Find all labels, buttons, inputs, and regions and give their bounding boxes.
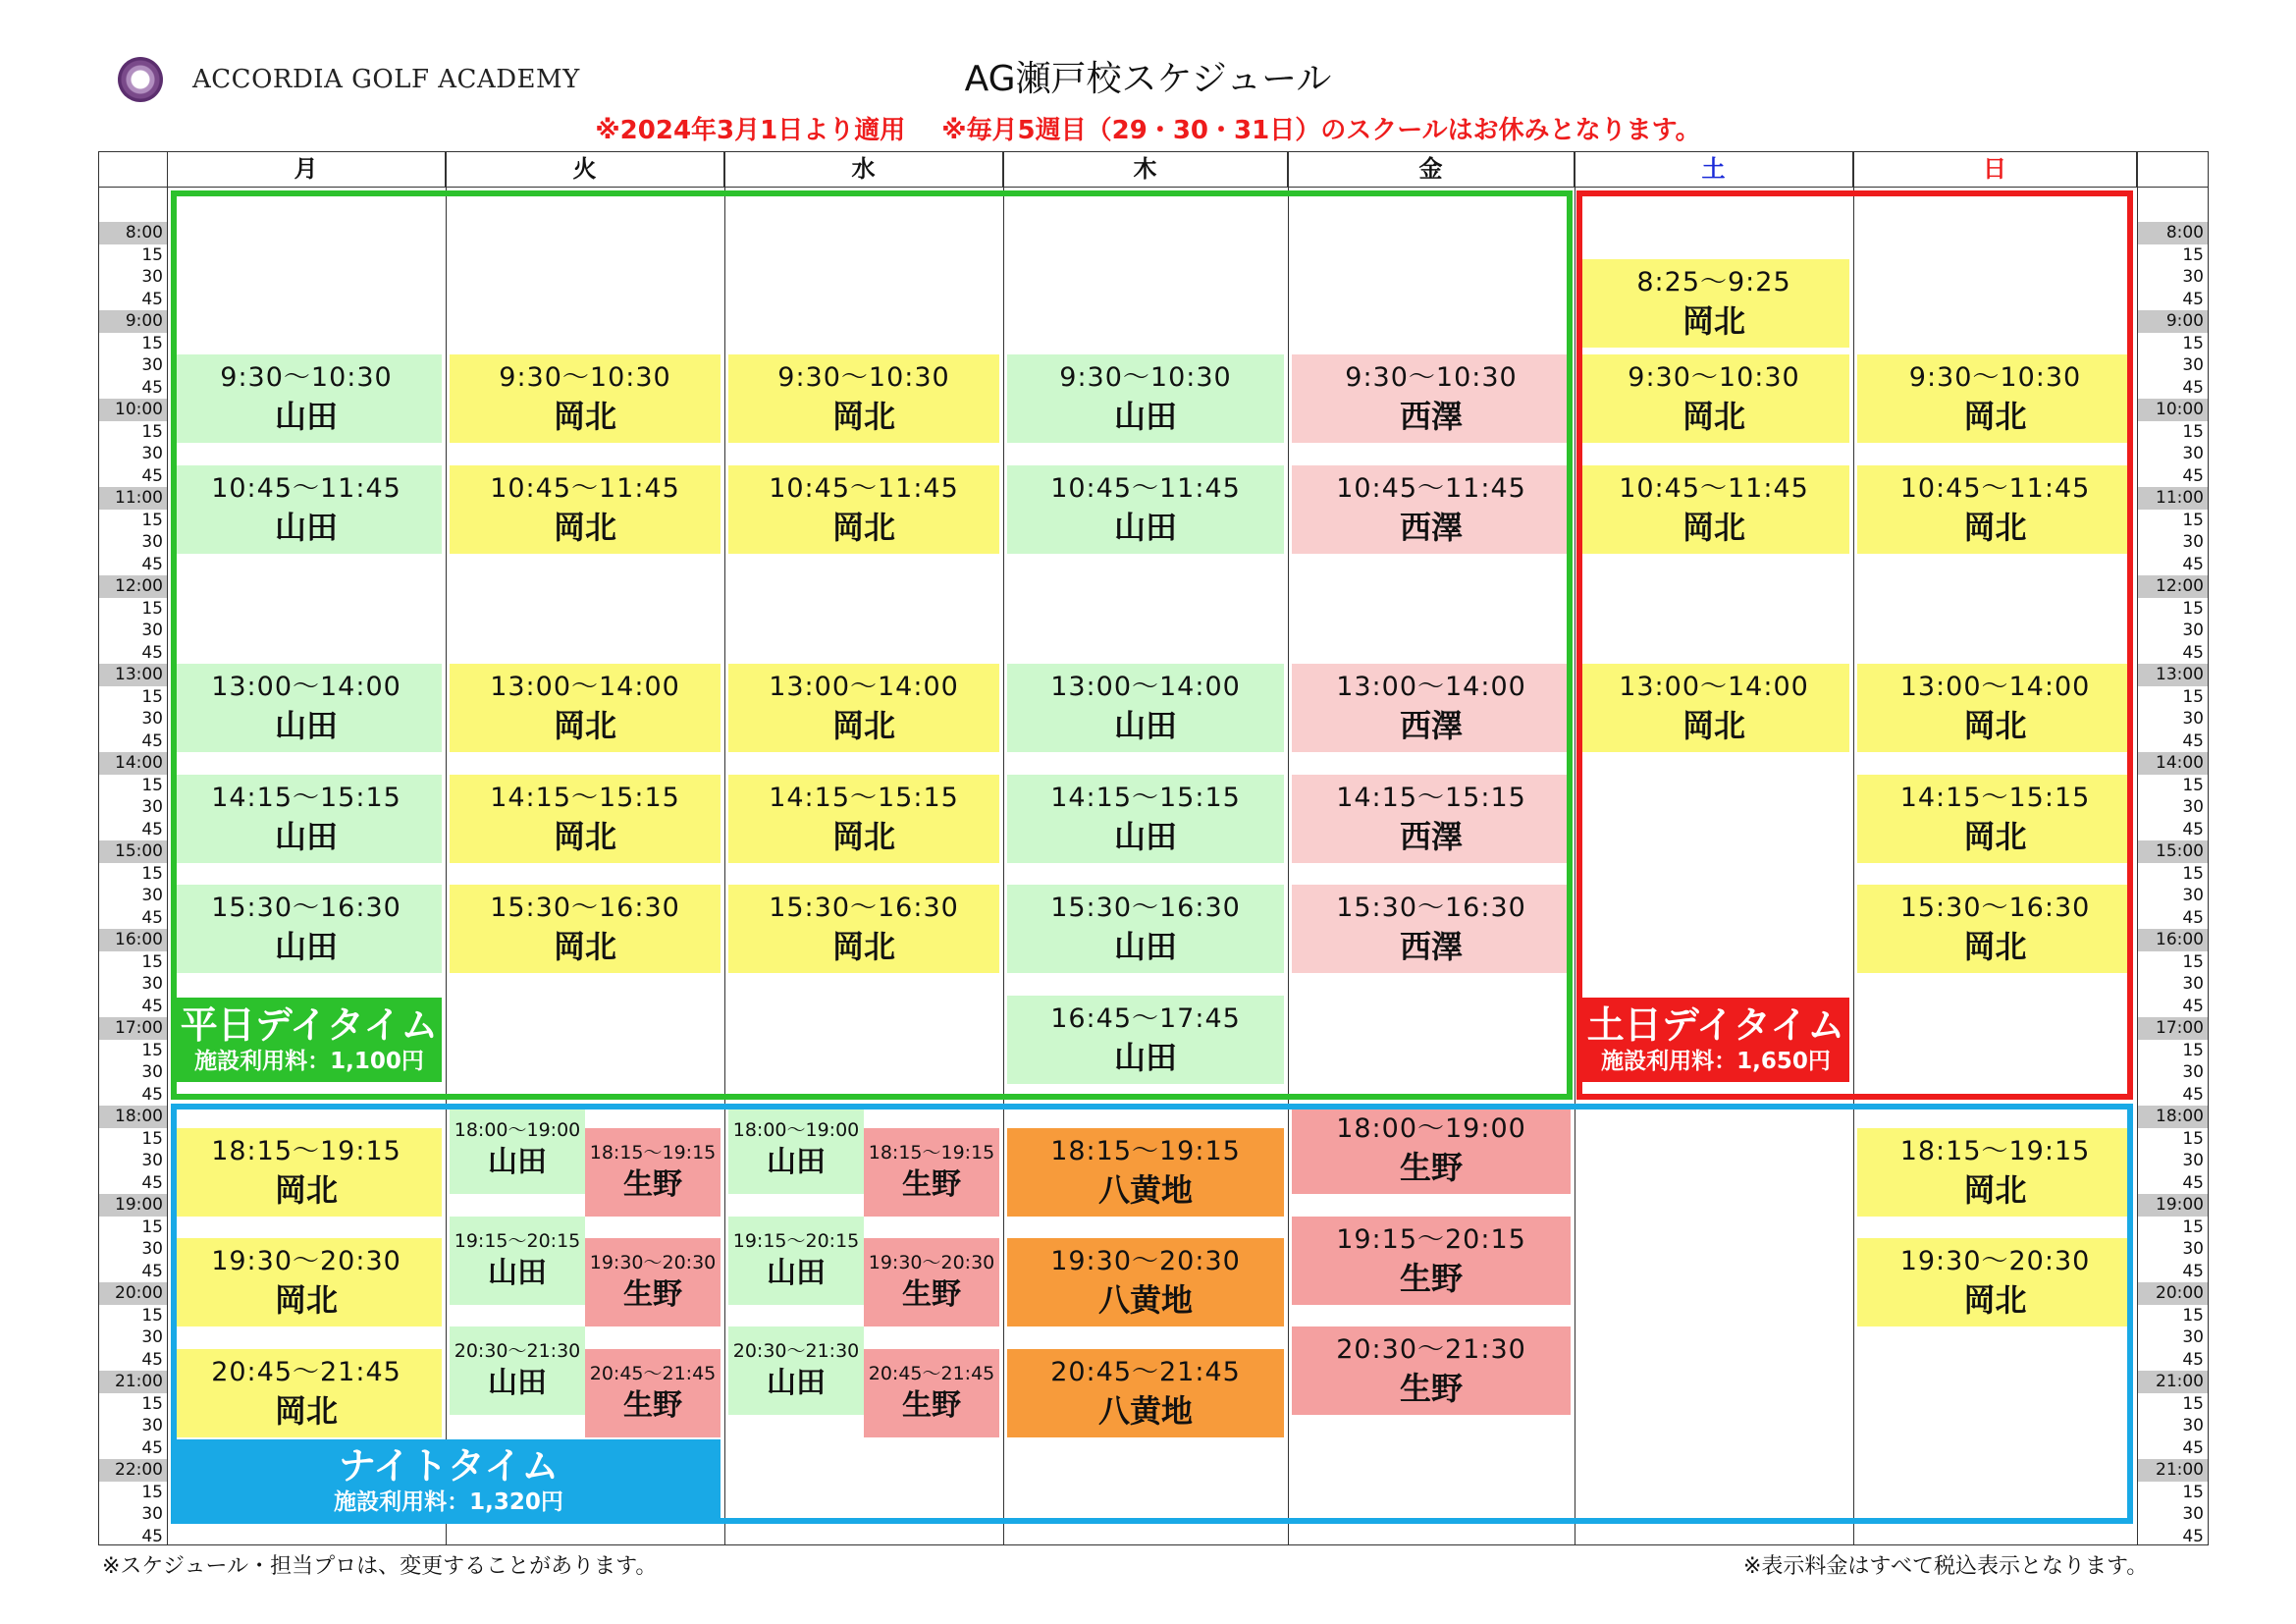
time-tick: 30 xyxy=(2182,532,2204,552)
day-header: 日 xyxy=(1853,151,2137,187)
instructor-name: 山田 xyxy=(274,707,338,744)
time-tick: 45 xyxy=(2182,465,2204,486)
time-tick: 10:00 xyxy=(99,399,167,421)
time-tick: 45 xyxy=(141,1172,163,1193)
time-tick: 12:00 xyxy=(2138,575,2208,598)
time-tick: 30 xyxy=(141,1062,163,1082)
time-tick: 30 xyxy=(141,1239,163,1259)
time-tick: 15:00 xyxy=(99,840,167,863)
lesson-time: 14:15～15:15 xyxy=(211,782,401,813)
time-tick: 45 xyxy=(141,289,163,309)
time-tick: 45 xyxy=(141,907,163,928)
time-tick: 20:00 xyxy=(99,1282,167,1305)
instructor-name: 生野 xyxy=(1399,1149,1463,1186)
instructor-name: 岡北 xyxy=(553,398,616,435)
lesson-time: 19:15～20:15 xyxy=(454,1229,581,1252)
instructor-name: 岡北 xyxy=(274,1391,338,1430)
time-tick: 15 xyxy=(2182,1217,2204,1237)
instructor-name: 岡北 xyxy=(553,928,616,965)
lesson-time: 10:45～11:45 xyxy=(490,472,680,504)
instructor-name: 山田 xyxy=(1113,707,1177,744)
lesson-time: 9:30～10:30 xyxy=(1628,362,1800,393)
time-tick: 45 xyxy=(141,1349,163,1370)
instructor-name: 岡北 xyxy=(1963,508,2027,546)
lesson-time: 20:30～21:30 xyxy=(454,1340,581,1362)
notice-effective-date: ※2024年3月1日より適用 xyxy=(595,116,906,145)
time-tick: 22:00 xyxy=(99,1459,167,1482)
lesson-time: 18:00～19:00 xyxy=(732,1119,860,1141)
instructor-name: 生野 xyxy=(1399,1259,1463,1297)
lesson-time: 19:30～20:30 xyxy=(1899,1246,2091,1276)
lesson-time: 18:15～19:15 xyxy=(1899,1135,2091,1166)
time-tick: 45 xyxy=(2182,289,2204,309)
day-header: 水 xyxy=(724,151,1003,187)
lesson-time: 13:00～14:00 xyxy=(211,672,401,702)
instructor-name: 山田 xyxy=(274,508,338,546)
time-tick: 45 xyxy=(141,465,163,486)
footer-note-left: ※スケジュール・担当プロは、変更することがあります。 xyxy=(102,1554,658,1579)
time-tick: 30 xyxy=(141,1416,163,1435)
day-header: 土 xyxy=(1575,151,1853,187)
instructor-name: 岡北 xyxy=(1963,398,2027,435)
time-tick: 14:00 xyxy=(2138,752,2208,775)
weekday-daytime-band xyxy=(177,998,442,1082)
time-tick: 30 xyxy=(141,886,163,905)
lesson-time: 13:00～14:00 xyxy=(769,672,959,702)
band-title: 土日デイタイム xyxy=(1586,1002,1845,1047)
band-title: ナイトタイム xyxy=(338,1443,560,1488)
time-tick: 30 xyxy=(141,1151,163,1170)
time-tick: 21:00 xyxy=(99,1371,167,1393)
time-tick: 10:00 xyxy=(2138,399,2208,421)
time-tick: 45 xyxy=(2182,731,2204,751)
lesson-time: 20:45～21:45 xyxy=(1050,1356,1241,1387)
time-tick: 15 xyxy=(2182,686,2204,707)
time-tick: 30 xyxy=(2182,974,2204,994)
instructor-name: 山田 xyxy=(274,817,338,855)
footer-note-right: ※表示料金はすべて税込表示となります。 xyxy=(1743,1554,2149,1579)
instructor-name: 岡北 xyxy=(274,1170,338,1209)
time-tick: 15 xyxy=(141,244,163,265)
time-tick: 30 xyxy=(2182,267,2204,287)
time-tick: 30 xyxy=(2182,355,2204,375)
instructor-name: 山田 xyxy=(767,1255,826,1290)
lesson-time: 14:15～15:15 xyxy=(1336,782,1526,813)
instructor-name: 西澤 xyxy=(1399,817,1463,855)
instructor-name: 山田 xyxy=(1113,398,1177,435)
instructor-name: 生野 xyxy=(902,1277,961,1312)
time-tick: 11:00 xyxy=(99,487,167,510)
time-tick: 45 xyxy=(2182,1437,2204,1458)
instructor-name: 岡北 xyxy=(1682,508,1745,546)
instructor-name: 西澤 xyxy=(1399,707,1463,744)
instructor-name: 岡北 xyxy=(831,707,895,744)
instructor-name: 山田 xyxy=(488,1255,547,1290)
time-tick: 45 xyxy=(141,731,163,751)
time-tick: 15 xyxy=(2182,863,2204,884)
lesson-time: 14:15～15:15 xyxy=(490,782,680,813)
time-tick: 13:00 xyxy=(99,664,167,686)
time-tick: 45 xyxy=(2182,1084,2204,1105)
time-tick: 11:00 xyxy=(2138,487,2208,510)
instructor-name: 西澤 xyxy=(1399,398,1463,435)
instructor-name: 岡北 xyxy=(1682,707,1745,744)
lesson-time: 15:30～16:30 xyxy=(1050,893,1241,923)
night-time-band xyxy=(177,1439,721,1522)
notice-line xyxy=(0,110,2296,146)
time-tick: 13:00 xyxy=(2138,664,2208,686)
lesson-time: 13:00～14:00 xyxy=(1336,672,1526,702)
instructor-name: 生野 xyxy=(623,1277,682,1312)
instructor-name: 八黄地 xyxy=(1097,1391,1193,1430)
time-tick: 45 xyxy=(2182,819,2204,839)
notice-fifth-week: ※毎月5週目（29・30・31日）のスクールはお休みとなります。 xyxy=(941,116,1701,145)
lesson-time: 20:45～21:45 xyxy=(589,1362,717,1384)
time-tick: 30 xyxy=(2182,621,2204,640)
time-tick: 8:00 xyxy=(2138,222,2208,244)
time-tick: 15 xyxy=(141,1128,163,1149)
time-tick: 12:00 xyxy=(99,575,167,598)
time-tick: 30 xyxy=(141,709,163,729)
time-tick: 15 xyxy=(2182,1305,2204,1326)
instructor-name: 岡北 xyxy=(831,928,895,965)
lesson-time: 19:15～20:15 xyxy=(1336,1223,1526,1255)
time-tick: 15 xyxy=(2182,244,2204,265)
time-tick: 18:00 xyxy=(2138,1106,2208,1128)
time-tick: 19:00 xyxy=(99,1194,167,1217)
lesson-time: 10:45～11:45 xyxy=(1899,472,2091,504)
lesson-time: 10:45～11:45 xyxy=(1336,472,1526,504)
time-tick: 15 xyxy=(141,1305,163,1326)
time-tick: 30 xyxy=(141,444,163,463)
instructor-name: 岡北 xyxy=(1682,301,1745,340)
time-tick: 30 xyxy=(2182,1062,2204,1082)
time-tick: 30 xyxy=(2182,709,2204,729)
instructor-name: 岡北 xyxy=(553,817,616,855)
time-tick: 15 xyxy=(141,1482,163,1502)
time-tick: 15 xyxy=(2182,1128,2204,1149)
instructor-name: 山田 xyxy=(1113,928,1177,965)
lesson-time: 18:15～19:15 xyxy=(589,1141,717,1164)
lesson-time: 18:15～19:15 xyxy=(1050,1135,1241,1166)
time-tick: 30 xyxy=(2182,444,2204,463)
time-tick: 45 xyxy=(2182,1172,2204,1193)
instructor-name: 西澤 xyxy=(1399,928,1463,965)
lesson-time: 9:30～10:30 xyxy=(1908,362,2082,393)
time-tick: 15 xyxy=(2182,1393,2204,1414)
time-tick: 30 xyxy=(141,621,163,640)
instructor-name: 山田 xyxy=(488,1366,547,1400)
time-tick: 16:00 xyxy=(99,929,167,951)
time-tick: 30 xyxy=(2182,1416,2204,1435)
weekday-section-border xyxy=(171,190,1573,1100)
lesson-time: 9:30～10:30 xyxy=(1059,362,1232,393)
time-tick: 30 xyxy=(141,267,163,287)
time-tick: 45 xyxy=(141,1526,163,1546)
instructor-name: 岡北 xyxy=(1963,817,2027,855)
time-tick: 30 xyxy=(141,1504,163,1524)
instructor-name: 岡北 xyxy=(831,508,895,546)
band-fee: 施設利用料：1,100円 xyxy=(194,1048,424,1074)
time-tick: 18:00 xyxy=(99,1106,167,1128)
logo-text: ACCORDIA GOLF ACADEMY xyxy=(192,65,580,94)
lesson-time: 15:30～16:30 xyxy=(1899,893,2091,923)
time-tick: 21:00 xyxy=(2138,1459,2208,1482)
instructor-name: 岡北 xyxy=(1963,1281,2027,1319)
lesson-time: 18:15～19:15 xyxy=(211,1135,401,1166)
time-tick: 45 xyxy=(141,1084,163,1105)
time-tick: 15 xyxy=(141,863,163,884)
instructor-name: 山田 xyxy=(274,398,338,435)
time-tick: 45 xyxy=(141,819,163,839)
time-tick: 30 xyxy=(2182,1327,2204,1347)
time-tick: 9:00 xyxy=(99,310,167,333)
lesson-time: 19:30～20:30 xyxy=(211,1246,401,1276)
lesson-time: 9:30～10:30 xyxy=(1345,362,1518,393)
lesson-time: 19:30～20:30 xyxy=(1050,1246,1241,1276)
instructor-name: 山田 xyxy=(274,928,338,965)
weekend-section-border xyxy=(1576,190,2133,1100)
time-tick: 45 xyxy=(2182,907,2204,928)
time-tick: 15 xyxy=(141,1393,163,1414)
time-tick: 45 xyxy=(141,642,163,663)
time-tick: 45 xyxy=(141,1261,163,1281)
time-tick: 15 xyxy=(2182,775,2204,795)
lesson-time: 18:00～19:00 xyxy=(454,1119,581,1141)
time-tick: 14:00 xyxy=(99,752,167,775)
lesson-time: 13:00～14:00 xyxy=(1899,672,2091,702)
instructor-name: 岡北 xyxy=(831,817,895,855)
time-tick: 15 xyxy=(141,510,163,530)
lesson-time: 14:15～15:15 xyxy=(1899,782,2091,813)
time-tick: 20:00 xyxy=(2138,1282,2208,1305)
instructor-name: 西澤 xyxy=(1399,508,1463,546)
lesson-time: 13:00～14:00 xyxy=(490,672,680,702)
time-tick: 30 xyxy=(141,532,163,552)
time-tick: 15 xyxy=(141,421,163,442)
instructor-name: 山田 xyxy=(488,1145,547,1179)
time-tick: 45 xyxy=(2182,642,2204,663)
lesson-time: 10:45～11:45 xyxy=(769,472,959,504)
lesson-time: 15:30～16:30 xyxy=(1336,893,1526,923)
band-fee: 施設利用料：1,320円 xyxy=(334,1489,563,1515)
time-tick: 15 xyxy=(141,951,163,972)
lesson-time: 13:00～14:00 xyxy=(1619,672,1809,702)
lesson-time: 20:30～21:30 xyxy=(1336,1334,1526,1365)
lesson-time: 19:15～20:15 xyxy=(732,1229,860,1252)
time-tick: 45 xyxy=(2182,377,2204,398)
time-tick: 15 xyxy=(141,598,163,619)
lesson-time: 9:30～10:30 xyxy=(777,362,950,393)
time-tick: 30 xyxy=(2182,1504,2204,1524)
time-tick: 45 xyxy=(2182,1349,2204,1370)
time-tick: 15 xyxy=(141,333,163,353)
header-row-divider xyxy=(98,187,2209,188)
lesson-time: 10:45～11:45 xyxy=(1619,472,1809,504)
instructor-name: 生野 xyxy=(623,1387,682,1423)
time-tick: 15 xyxy=(2182,421,2204,442)
day-header: 火 xyxy=(446,151,724,187)
band-fee: 施設利用料：1,650円 xyxy=(1601,1048,1831,1074)
lesson-time: 9:30～10:30 xyxy=(499,362,671,393)
time-tick: 30 xyxy=(141,1327,163,1347)
time-tick: 17:00 xyxy=(2138,1017,2208,1040)
time-tick: 16:00 xyxy=(2138,929,2208,951)
lesson-time: 8:25～9:25 xyxy=(1636,266,1791,298)
lesson-time: 18:15～19:15 xyxy=(868,1141,995,1164)
time-tick: 45 xyxy=(141,377,163,398)
time-tick: 30 xyxy=(2182,886,2204,905)
instructor-name: 山田 xyxy=(767,1366,826,1400)
lesson-time: 15:30～16:30 xyxy=(490,893,680,923)
time-tick: 15 xyxy=(141,686,163,707)
lesson-time: 20:45～21:45 xyxy=(868,1362,995,1384)
instructor-name: 八黄地 xyxy=(1097,1281,1193,1319)
time-tick: 30 xyxy=(141,797,163,817)
time-tick: 30 xyxy=(2182,1151,2204,1170)
instructor-name: 岡北 xyxy=(553,707,616,744)
time-tick: 15 xyxy=(2182,1040,2204,1060)
time-tick: 15 xyxy=(141,1217,163,1237)
weekend-daytime-band xyxy=(1582,998,1849,1082)
time-tick: 45 xyxy=(141,996,163,1016)
instructor-name: 生野 xyxy=(902,1166,961,1202)
time-tick: 15:00 xyxy=(2138,840,2208,863)
time-tick: 15 xyxy=(141,775,163,795)
time-tick: 30 xyxy=(2182,1239,2204,1259)
instructor-name: 岡北 xyxy=(831,398,895,435)
lesson-time: 18:00～19:00 xyxy=(1336,1113,1526,1144)
time-tick: 15 xyxy=(2182,1482,2204,1502)
instructor-name: 岡北 xyxy=(1682,398,1745,435)
time-tick: 45 xyxy=(2182,554,2204,574)
page-title: AG瀬戸校スケジュール xyxy=(964,59,1332,99)
lesson-time: 19:30～20:30 xyxy=(868,1252,995,1273)
lesson-time: 19:30～20:30 xyxy=(589,1252,717,1273)
column-divider xyxy=(167,151,168,1545)
time-tick: 8:00 xyxy=(99,222,167,244)
instructor-name: 岡北 xyxy=(553,508,616,546)
time-tick: 30 xyxy=(141,974,163,994)
time-tick: 15 xyxy=(141,1040,163,1060)
time-tick: 45 xyxy=(141,1437,163,1458)
lesson-time: 14:15～15:15 xyxy=(1050,782,1241,813)
instructor-name: 岡北 xyxy=(1963,1170,2027,1209)
instructor-name: 生野 xyxy=(902,1387,961,1423)
time-tick: 45 xyxy=(2182,1526,2204,1546)
time-tick: 15 xyxy=(2182,333,2204,353)
time-tick: 30 xyxy=(141,355,163,375)
instructor-name: 八黄地 xyxy=(1097,1170,1193,1209)
time-tick: 19:00 xyxy=(2138,1194,2208,1217)
lesson-time: 14:15～15:15 xyxy=(769,782,959,813)
time-tick: 9:00 xyxy=(2138,310,2208,333)
day-header: 金 xyxy=(1288,151,1575,187)
time-tick: 21:00 xyxy=(2138,1371,2208,1393)
lesson-time: 10:45～11:45 xyxy=(1050,472,1241,504)
instructor-name: 山田 xyxy=(1113,508,1177,546)
time-tick: 15 xyxy=(2182,951,2204,972)
instructor-name: 生野 xyxy=(623,1166,682,1202)
instructor-name: 岡北 xyxy=(274,1281,338,1319)
time-tick: 15 xyxy=(2182,510,2204,530)
instructor-name: 山田 xyxy=(1113,1038,1177,1076)
lesson-time: 16:45～17:45 xyxy=(1050,1002,1241,1034)
time-tick: 17:00 xyxy=(99,1017,167,1040)
lesson-time: 15:30～16:30 xyxy=(769,893,959,923)
time-tick: 45 xyxy=(141,554,163,574)
lesson-time: 10:45～11:45 xyxy=(211,472,401,504)
day-header: 木 xyxy=(1003,151,1288,187)
instructor-name: 生野 xyxy=(1399,1370,1463,1407)
instructor-name: 山田 xyxy=(767,1145,826,1179)
lesson-time: 15:30～16:30 xyxy=(211,893,401,923)
instructor-name: 岡北 xyxy=(1963,928,2027,965)
lesson-time: 20:30～21:30 xyxy=(732,1340,860,1362)
lesson-time: 20:45～21:45 xyxy=(211,1356,401,1387)
time-tick: 45 xyxy=(2182,1261,2204,1281)
band-title: 平日デイタイム xyxy=(180,1002,439,1047)
time-tick: 15 xyxy=(2182,598,2204,619)
instructor-name: 山田 xyxy=(1113,817,1177,855)
day-header: 月 xyxy=(167,151,446,187)
instructor-name: 岡北 xyxy=(1963,707,2027,744)
time-tick: 45 xyxy=(2182,996,2204,1016)
lesson-time: 13:00～14:00 xyxy=(1050,672,1241,702)
time-tick: 30 xyxy=(2182,797,2204,817)
lesson-time: 9:30～10:30 xyxy=(220,362,393,393)
